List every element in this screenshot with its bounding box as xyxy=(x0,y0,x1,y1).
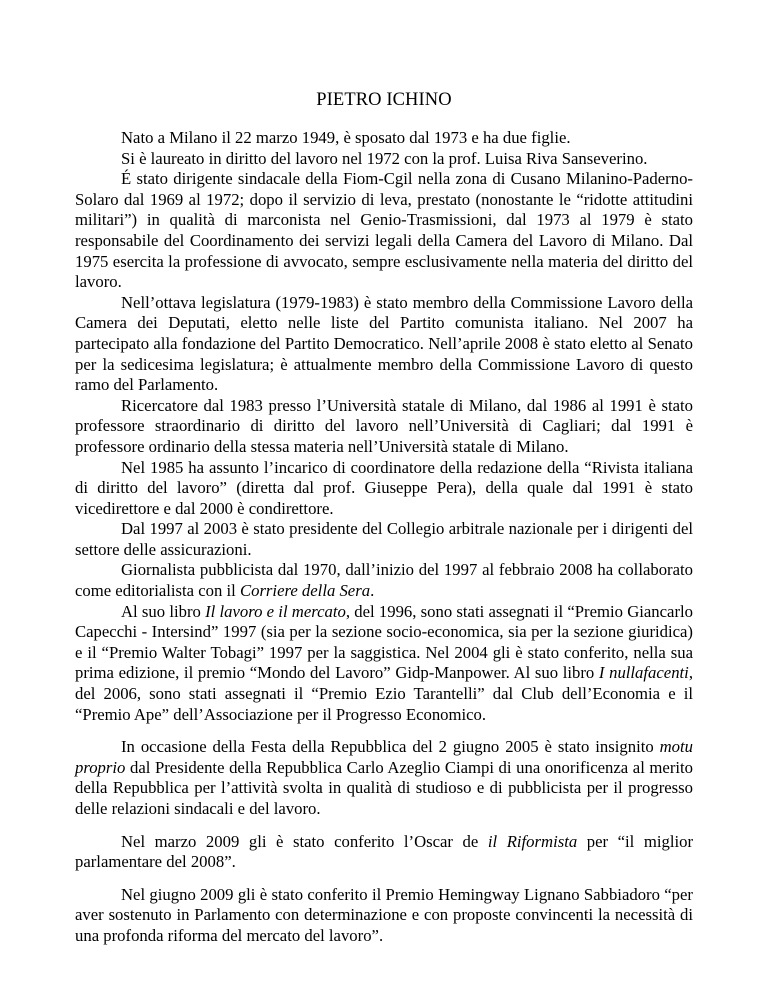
body-paragraph xyxy=(75,737,693,819)
paragraph-text: Nel giugno 2009 gli è stato conferito il Premio Hemingway Lignano Sabbiadoro “per aver sostenuto in Parlamento con determinazione e con proposte convincenti la necessità di una profonda riforma del mercato del lavoro”. xyxy=(75,884,693,945)
body-paragraph xyxy=(75,458,693,520)
body-paragraph xyxy=(75,293,693,396)
paragraph-text: , del 2006, sono stati assegnati il “Premio Ezio Tarantelli” dal Club dell’Economia e il “Premio Ape” dell’Associazione per il Progresso Economico. xyxy=(75,663,693,724)
body-paragraph xyxy=(75,128,693,149)
italic-title-text: motu proprio xyxy=(75,737,693,777)
paragraph-text: Nel 1985 ha assunto l’incarico di coordinatore della redazione della “Rivista italiana di diritto del lavoro” (diretta dal prof. Giuseppe Pera), della quale dal 1991 è stato vicedirettore e dal 2000 è condirettore. xyxy=(75,457,693,518)
paragraph-text: Al suo libro xyxy=(121,601,206,621)
body-paragraph xyxy=(75,602,693,726)
body-paragraph xyxy=(75,169,693,293)
paragraph-text: Dal 1997 al 2003 è stato presidente del Collegio arbitrale nazionale per i dirigenti del settore delle assicurazioni. xyxy=(75,519,693,559)
body-paragraph xyxy=(75,519,693,560)
paragraph-text: Si è laureato in diritto del lavoro nel 1972 con la prof. Luisa Riva Sanseverino. xyxy=(121,148,648,168)
italic-title-text: I nullafacenti xyxy=(598,663,689,683)
italic-title-text: il Riformista xyxy=(487,831,578,851)
document-title: PIETRO ICHINO xyxy=(316,90,452,110)
paragraph-text: Nell’ottava legislatura (1979-1983) è stato membro della Commissione Lavoro della Camera dei Deputati, eletto nelle liste del Partito comunista italiano. Nel 2007 ha partecipato alla fondazione del Partito Democratico. Nell’aprile 2008 è stato eletto al Senato per la sedicesima legislatura; è attualmente membro della Commissione Lavoro di questo ramo del Parlamento. xyxy=(75,292,693,395)
body-paragraph xyxy=(75,560,693,601)
document-body xyxy=(75,128,693,947)
body-paragraph xyxy=(75,396,693,458)
paragraph-text: Nato a Milano il 22 marzo 1949, è sposato dal 1973 e ha due figlie. xyxy=(121,128,571,147)
paragraph-text: per “il miglior parlamentare del 2008”. xyxy=(75,831,693,872)
paragraph-text: . xyxy=(370,581,375,601)
paragraph-text: dal Presidente della Repubblica Carlo Azeglio Ciampi di una onorificenza al merito della Repubblica per l’attività svolta in qualità di studioso e di pubblicista per il progresso delle relazioni sindacali e del lavoro. xyxy=(75,757,693,818)
italic-title-text: Il lavoro e il mercato xyxy=(205,601,346,621)
body-paragraph xyxy=(75,149,693,170)
paragraph-text: Ricercatore dal 1983 presso l’Università statale di Milano, dal 1986 al 1991 è stato professore straordinario di diritto del lavoro nell’Università di Cagliari; dal 1991 è professore ordinario della stessa materia nell’Università statale di Milano. xyxy=(75,395,693,456)
body-paragraph xyxy=(75,885,693,947)
paragraph-text: Nel marzo 2009 gli è stato conferito l’Oscar de xyxy=(121,831,488,851)
paragraph-text: Giornalista pubblicista dal 1970, dall’inizio del 1997 al febbraio 2008 ha collaborato come editorialista con il xyxy=(75,560,693,601)
italic-title-text: Corriere della Sera xyxy=(239,581,371,601)
body-paragraph xyxy=(75,832,693,873)
paragraph-text: In occasione della Festa della Repubblica del 2 giugno 2005 è stato insignito xyxy=(121,737,660,757)
paragraph-text: , del 1996, sono stati assegnati il “Premio Giancarlo Capecchi - Intersind” 1997 (sia per la sezione socio-economica, sia per la sezione giuridica) e il “Premio Walter Tobagi” 1997 per la saggistica. Nel 2004 gli è stato conferito, nella sua prima edizione, il premio “Mondo del Lavoro” Gidp-Manpower. Al suo libro xyxy=(75,601,693,683)
paragraph-text: É stato dirigente sindacale della Fiom-Cgil nella zona di Cusano Milanino-Paderno-Solaro dal 1969 al 1972; dopo il servizio di leva, prestato (nonostante le “ridotte attitudini militari”) in qualità di marconista nel Genio-Trasmissioni, dal 1973 al 1979 è stato responsabile del Coordinamento dei servizi legali della Camera del Lavoro di Milano. Dal 1975 esercita la professione di avvocato, sempre esclusivamente nella materia del diritto del lavoro. xyxy=(75,169,693,292)
